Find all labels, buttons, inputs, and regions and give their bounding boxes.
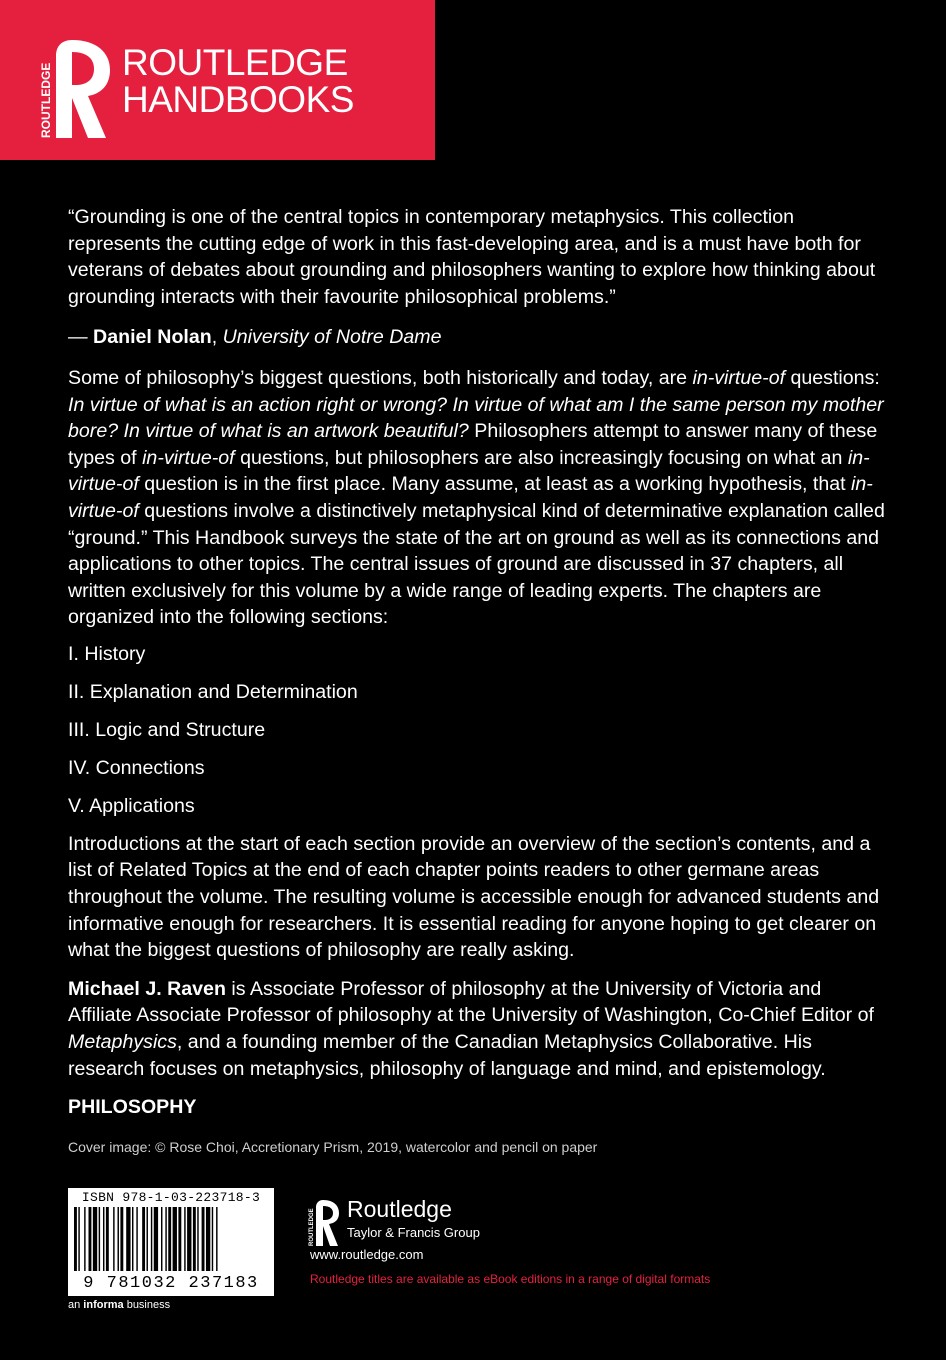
endorser-name: Daniel Nolan (93, 326, 212, 349)
series-title (122, 44, 354, 118)
barcode-bar (89, 1207, 92, 1271)
barcode-bar (118, 1207, 119, 1271)
barcode-bar (136, 1207, 137, 1271)
barcode-bar (202, 1207, 205, 1271)
barcode-bars-icon (72, 1207, 270, 1273)
section-item: III. Logic and Structure (68, 718, 266, 741)
barcode-bar (99, 1207, 100, 1271)
section-list (68, 641, 888, 820)
barcode-bar (120, 1207, 123, 1271)
endorser-affiliation: University of Notre Dame (222, 326, 442, 349)
section-item: II. Explanation and Determination (68, 680, 358, 703)
barcode-bar (113, 1207, 114, 1271)
barcode-bar (206, 1207, 210, 1271)
section-item: V. Applications (68, 794, 195, 817)
section-item: I. History (68, 642, 146, 665)
informa-tagline: an informa business (68, 1299, 171, 1311)
barcode-bar (178, 1207, 181, 1271)
barcode-bar (197, 1207, 198, 1271)
barcode-bar (165, 1207, 166, 1271)
isbn-label: ISBN 978-1-03-223718-3 (81, 1190, 261, 1205)
back-cover-text (68, 204, 888, 1155)
description-paragraph: Some of philosophy’s biggest questions, both historically and today, are in-virtue-of questions: In virtue of what is an action right or wrong? In virtue of what am I the same person my mother bore? In virtue of what is an artwork beautiful? Philosophers attempt to answer many of these types of in-virtue-of questions, but philosophers are also increasingly focusing on what an in-virtue-of question is in the first place. Many assume, at least as a working hypothesis, that in-virtue-of questions involve a distinctively metaphysical kind of determinative explanation called “ground.” This Handbook surveys the state of the art on ground as well as its connections and applications to other topics. The central issues of ground are discussed in 37 chapters, all written exclusively for this volume by a wide range of leading experts. The chapters are organized into the following sections: (68, 366, 885, 629)
barcode-bar (103, 1207, 104, 1271)
barcode-bar (93, 1207, 97, 1271)
author-name: Michael J. Raven (68, 977, 226, 1000)
barcode-bar (161, 1207, 162, 1271)
barcode-bar (151, 1207, 152, 1271)
barcode-bar (193, 1207, 196, 1271)
isbn-barcode (68, 1188, 274, 1296)
series-title-line1: ROUTLEDGE (122, 42, 348, 83)
barcode-bar (154, 1207, 158, 1271)
barcode-bar (147, 1207, 148, 1271)
ebook-notice: Routledge titles are available as eBook editions in a range of digital formats (310, 1272, 711, 1286)
publisher-logo-wordmark: ROUTLEDGE (309, 1208, 315, 1246)
logo-wordmark: ROUTLEDGE (39, 62, 53, 138)
series-title-line2: HANDBOOKS (122, 79, 354, 120)
isbn-digits: 9 781032 237183 (83, 1274, 259, 1293)
endorsement-attribution: — Daniel Nolan, University of Notre Dame (68, 326, 442, 349)
section-item: IV. Connections (68, 756, 205, 779)
barcode-bar (126, 1207, 130, 1271)
barcode-bar (132, 1207, 133, 1271)
subject-category: PHILOSOPHY (68, 1096, 197, 1119)
barcode-bar (216, 1207, 217, 1271)
barcode-bar (74, 1207, 77, 1271)
barcode-bar (142, 1207, 145, 1271)
barcode-bar (212, 1207, 213, 1271)
barcode-bar (187, 1207, 191, 1271)
introductions-paragraph: Introductions at the start of each section provide an overview of the section’s contents, and a list of Related Topics at the end of each chapter points readers to other germane areas throughout the volume. The resulting volume is accessible enough for advanced students and informative enough for researchers. It is essential reading for anyone hoping to get clearer on what the biggest questions of philosophy are really asking. (68, 832, 880, 962)
barcode-bar (184, 1207, 185, 1271)
publisher-url[interactable]: www.routledge.com (310, 1247, 424, 1262)
author-bio: Michael J. Raven is Associate Professor of philosophy at the University of Victoria and Affiliate Associate Professor of philosophy at the University of Washington, Co-Chief Editor of Metaphysics, and a founding member of the Canadian Metaphysics Collaborative. His research focuses on metaphysics, philosophy of language and mind, and epistemology. (68, 977, 874, 1080)
series-banner (0, 0, 435, 160)
routledge-logo-icon (36, 38, 116, 142)
barcode-bar (78, 1207, 79, 1271)
publisher-group: Taylor & Francis Group (347, 1225, 480, 1240)
endorsement-quote: “Grounding is one of the central topics in contemporary metaphysics. This collection represents the cutting edge of work in this fast-developing area, and is a must have both for veterans of debates about grounding and philosophers wanting to explore how thinking about grounding interacts with their favourite philosophical problems.” (68, 206, 876, 308)
cover-image-credit: Cover image: © Rose Choi, Accretionary Prism, 2019, watercolor and pencil on paper (68, 1139, 598, 1156)
barcode-bar (84, 1207, 85, 1271)
barcode-bar (168, 1207, 171, 1271)
journal-title: Metaphysics (68, 1030, 177, 1053)
barcode-bar (106, 1207, 109, 1271)
barcode-bar (173, 1207, 177, 1271)
publisher-logo-icon (307, 1198, 341, 1248)
publisher-name: Routledge (347, 1196, 452, 1222)
